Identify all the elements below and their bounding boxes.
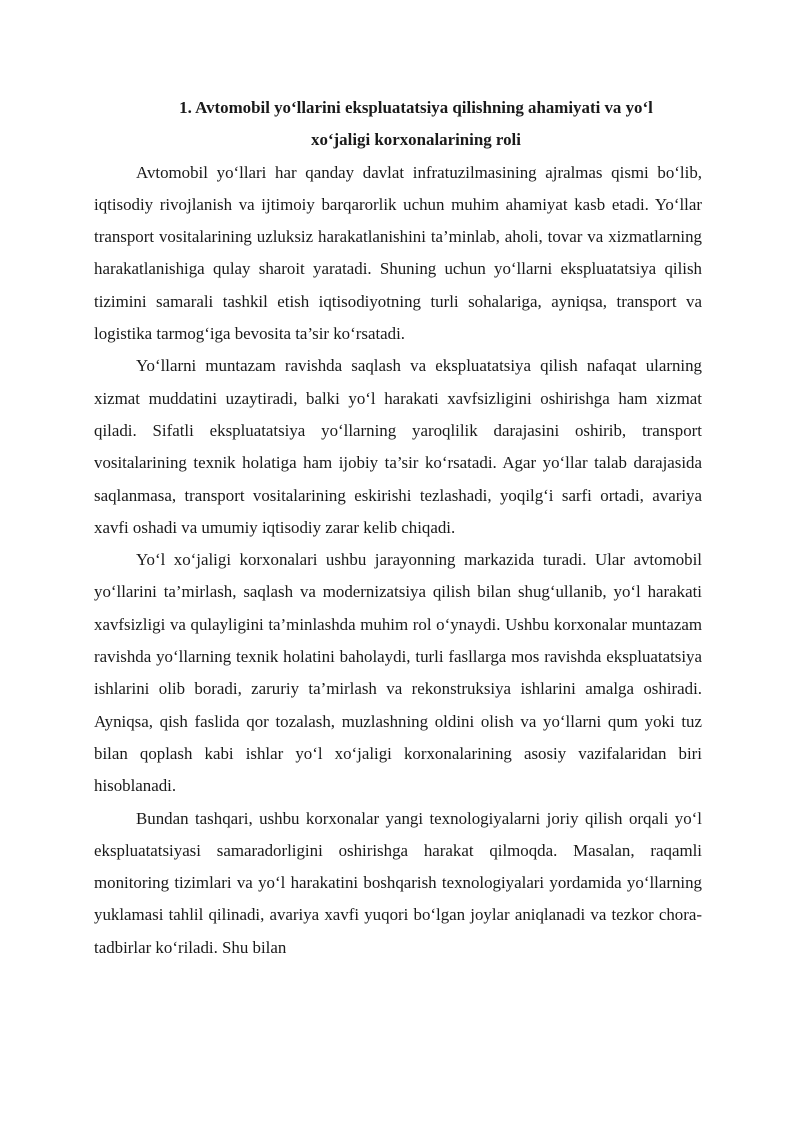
paragraph-2: Yo‘llarni muntazam ravishda saqlash va ekspluatatsiya qilish nafaqat ularning xizmat muddatini uzaytiradi, balki yo‘l harakati xavfsizligini oshirishga ham xizmat qiladi. Sifatli ekspluatatsiya yo‘llarning yaroqlilik darajasini oshirib, transport vositalarining texnik holatiga ham ijobiy ta’sir ko‘rsatadi. Agar yo‘llar talab darajasida saqlanmasa, transport vositalarining eskirishi tezlashadi, yoqilg‘i sarfi ortadi, avariya xavfi oshadi va umumiy iqtisodiy zarar kelib chiqadi. xyxy=(94,356,702,537)
section-heading-line-1: 1. Avtomobil yo‘llarini ekspluatatsiya qilishning ahamiyati va yo‘l xyxy=(179,98,653,117)
paragraph-3: Yo‘l xo‘jaligi korxonalari ushbu jarayonning markazida turadi. Ular avtomobil yo‘llarini ta’mirlash, saqlash va modernizatsiya qilish bilan shug‘ullanib, yo‘l harakati xavfsizligi va qulayligini ta’minlashda muhim rol o‘ynaydi. Ushbu korxonalar muntazam ravishda yo‘llarning texnik holatini baholaydi, turli fasllarga mos ravishda ekspluatatsiya ishlarini olib boradi, zaruriy ta’mirlash va rekonstruksiya ishlarini amalga oshiradi. Ayniqsa, qish faslida qor tozalash, muzlashning oldini olish va yo‘llarni qum yoki tuz bilan qoplash kabi ishlar yo‘l xo‘jaligi korxonalarining asosiy vazifalaridan biri hisoblanadi. xyxy=(94,550,702,796)
paragraph-1: Avtomobil yo‘llari har qanday davlat infratuzilmasining ajralmas qismi bo‘lib, iqtisodiy rivojlanish va ijtimoiy barqarorlik uchun muhim ahamiyat kasb etadi. Yo‘llar transport vositalarining uzluksiz harakatlanishini ta’minlab, aholi, tovar va xizmatlarning harakatlanishiga qulay sharoit yaratadi. Shuning uchun yo‘llarni ekspluatatsiya qilish tizimini samarali tashkil etish iqtisodiyotning turli sohalariga, ayniqsa, transport va logistika tarmog‘iga bevosita ta’sir ko‘rsatadi. xyxy=(94,162,702,344)
document-body xyxy=(94,92,702,964)
section-heading-line-2: xo‘jaligi korxonalarining roli xyxy=(311,130,521,150)
paragraph-4: Bundan tashqari, ushbu korxonalar yangi texnologiyalarni joriy qilish orqali yo‘l ekspluatatsiyasi samaradorligini oshirishga harakat qilmoqda. Masalan, raqamli monitoring tizimlari va yo‘l harakatini boshqarish texnologiyalari yordamida yo‘llarning yuklamasi tahlil qilinadi, avariya xavfi yuqori bo‘lgan joylar aniqlanadi va tezkor chora-tadbirlar ko‘riladi. Shu bilan xyxy=(94,808,702,957)
section-heading xyxy=(94,92,702,157)
